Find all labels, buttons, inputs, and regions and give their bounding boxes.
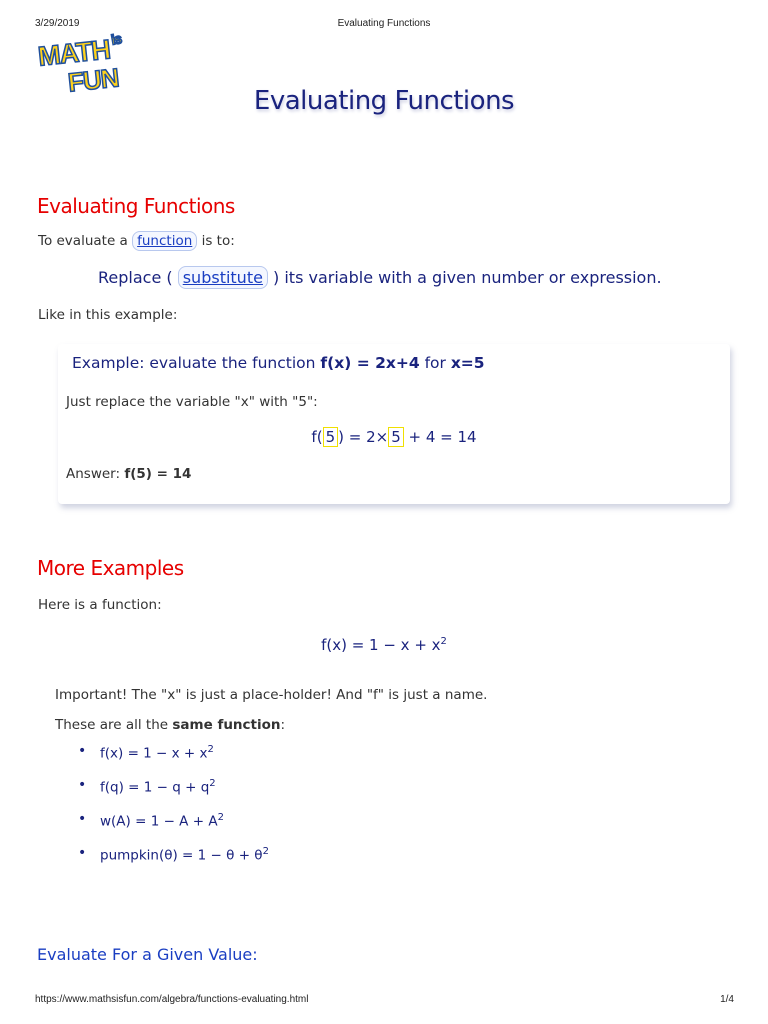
example-title: [72, 354, 485, 372]
lead-text-end: ) its variable with a given number or expression.: [273, 268, 662, 287]
answer-value: f(5) = 14: [124, 466, 192, 482]
list-item-exponent: 2: [209, 778, 216, 789]
substitute-link-pill[interactable]: [178, 266, 268, 289]
same-before: These are all the: [55, 717, 173, 733]
section-heading-given-value: Evaluate For a Given Value:: [37, 945, 258, 964]
list-item-text: w(A) = 1 − A + A: [100, 813, 218, 830]
print-url: https://www.mathsisfun.com/algebra/functions-evaluating.html: [35, 994, 309, 1005]
section-heading-more-examples: More Examples: [37, 556, 184, 580]
page-number: 1/4: [720, 994, 734, 1005]
list-item-exponent: 2: [262, 846, 269, 857]
logo-is: is: [109, 30, 123, 48]
list-item-text: f(x) = 1 − x + x: [100, 745, 208, 762]
highlight-five: 5: [323, 427, 339, 447]
here-is-function-text: Here is a function:: [38, 597, 162, 613]
same-after: :: [280, 717, 286, 733]
mathsisfun-logo[interactable]: [36, 30, 138, 98]
same-bold: same function: [172, 717, 281, 733]
formula-open: f(: [311, 428, 323, 446]
function-examples-list: [78, 744, 269, 880]
list-item: [78, 778, 269, 812]
list-item-exponent: 2: [217, 812, 224, 823]
logo-fun: FUN: [66, 62, 120, 98]
example-instruction: Just replace the variable "x" with "5":: [66, 394, 318, 410]
answer-label: Answer:: [66, 466, 125, 482]
example-box: [58, 344, 730, 504]
list-item: [78, 744, 269, 778]
print-date: 3/29/2019: [35, 18, 80, 29]
list-item-text: f(q) = 1 − q + q: [100, 779, 210, 796]
main-function-exponent: 2: [440, 636, 447, 647]
function-link[interactable]: function: [137, 233, 193, 249]
example-for: for: [419, 354, 451, 372]
lead-text: Replace (: [98, 268, 173, 287]
logo-math: MATH: [36, 34, 112, 72]
substitute-link[interactable]: substitute: [182, 268, 263, 287]
list-item: [78, 812, 269, 846]
intro-paragraph: [38, 233, 235, 249]
list-item-exponent: 2: [207, 744, 214, 755]
like-example-text: Like in this example:: [38, 307, 178, 323]
intro-text-end: is to:: [201, 233, 235, 249]
main-function-formula: [0, 636, 768, 654]
section-heading-evaluating: Evaluating Functions: [37, 194, 235, 218]
example-title-prefix: Example: evaluate the function: [72, 354, 321, 372]
print-title: Evaluating Functions: [337, 18, 431, 29]
example-formula: [58, 428, 730, 446]
list-item: [78, 846, 269, 880]
example-answer: [66, 466, 191, 482]
same-function-text: [55, 717, 285, 733]
main-function-text: f(x) = 1 − x + x: [321, 636, 441, 654]
list-item-text: pumpkin(θ) = 1 − θ + θ: [100, 847, 263, 864]
example-value: x=5: [450, 354, 485, 372]
highlight-five-2: 5: [388, 427, 404, 447]
formula-end: + 4 = 14: [403, 428, 477, 446]
formula-mid: ) = 2×: [338, 428, 389, 446]
intro-text: To evaluate a: [38, 233, 128, 249]
example-function: f(x) = 2x+4: [320, 354, 420, 372]
important-note: Important! The "x" is just a place-holder! And "f" is just a name.: [55, 687, 488, 703]
replace-definition: [98, 268, 662, 287]
function-link-pill[interactable]: [132, 231, 197, 251]
page-title: Evaluating Functions: [253, 86, 515, 116]
